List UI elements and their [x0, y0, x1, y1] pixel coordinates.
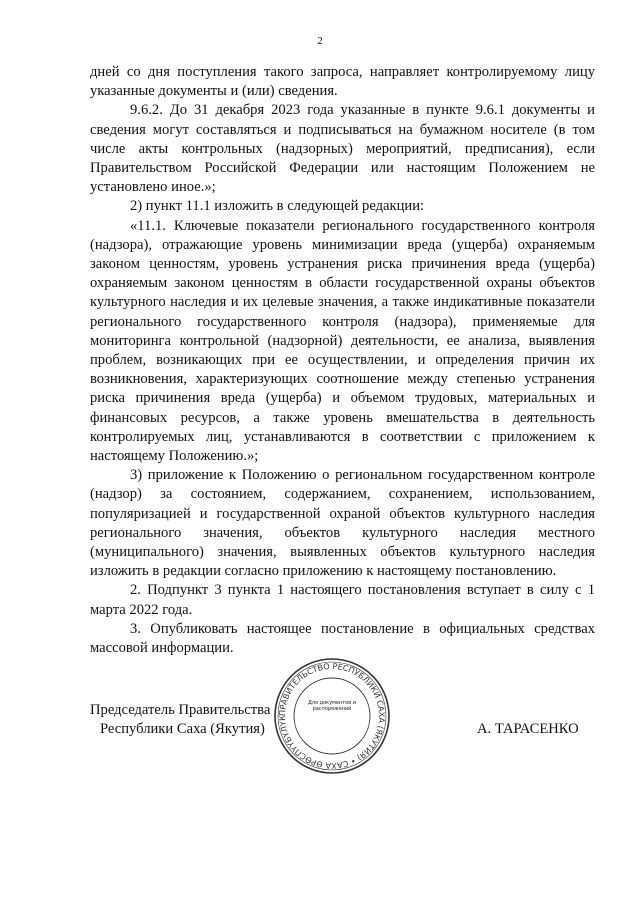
signatory-title-line2: Республики Саха (Якутия) [100, 721, 265, 737]
signatory-name: А. ТАРАСЕНКО [477, 721, 579, 737]
seal-ring-text: ПРАВИТЕЛЬСТВО РЕСПУБЛИКИ САХА (ЯКУТИЯ) • САХА ӨРӨСПҮҮБҮЛҮК [277, 661, 387, 771]
official-seal [272, 656, 392, 776]
document-body [90, 63, 595, 658]
page-number: 2 [317, 35, 323, 47]
signatory-title-line1: Председатель Правительства [90, 702, 271, 718]
seal-graphic [272, 656, 392, 776]
paragraph: 3. Опубликовать настоящее постановление в официальных средствах массовой информации. [90, 620, 595, 657]
seal-center-text: Для документов и распоряжений [307, 700, 357, 712]
paragraph: 2. Подпункт 3 пункта 1 настоящего постановления вступает в силу с 1 марта 2022 года. [90, 582, 595, 618]
paragraph: 3) приложение к Положению о региональном государственном контроле (надзор) за состоянием, содержанием, сохранением, использованием, популяризацией и государственной охраной объектов культурного наследия регионального значения, объектов культурного наследия местного (муниципального) значения, выявленных объектов культурного наследия изложить в редакции согласно приложению к настоящему постановлению. [90, 467, 595, 580]
paragraph: 9.6.2. До 31 декабря 2023 года указанные в пункте 9.6.1 документы и сведения могут составляться и подписываться на бумажном носителе (в том числе акты контрольных (надзорных) мероприятий, предписания), если Правительством Российской Федерации или настоящим Положением не установлено иное.»; [90, 102, 595, 196]
signatory-title [90, 701, 270, 739]
paragraph: «11.1. Ключевые показатели регионального государственного контроля (надзора), отражающие уровень минимизации вреда (ущерба) охраняемым законом ценностям, уровень устранения риска причинения вреда (ущерба) охраняемым законом ценностям в области государственной охраны объектов культурного наследия и их целевые значения, а также индикативные показатели регионального государственного контроля (надзора), применяемые для мониторинга контрольной (надзорной) деятельности, ее анализа, выявления проблем, возникающих при ее осуществлении, и определения причин их возникновения, характеризующих соотношение между степенью устранения риска причинения вреда (ущерба) и объемом трудовых, материальных и финансовых ресурсов, а также уровень вмешательства в деятельность контролируемых лиц, устанавливаются в соответствии с приложением к настоящему Положению.»; [90, 217, 595, 465]
paragraph: дней со дня поступления такого запроса, направляет контролируемому лицу указанные документы и (или) сведения. [90, 64, 595, 100]
paragraph: 2) пункт 11.1 изложить в следующей редакции: [130, 198, 425, 215]
